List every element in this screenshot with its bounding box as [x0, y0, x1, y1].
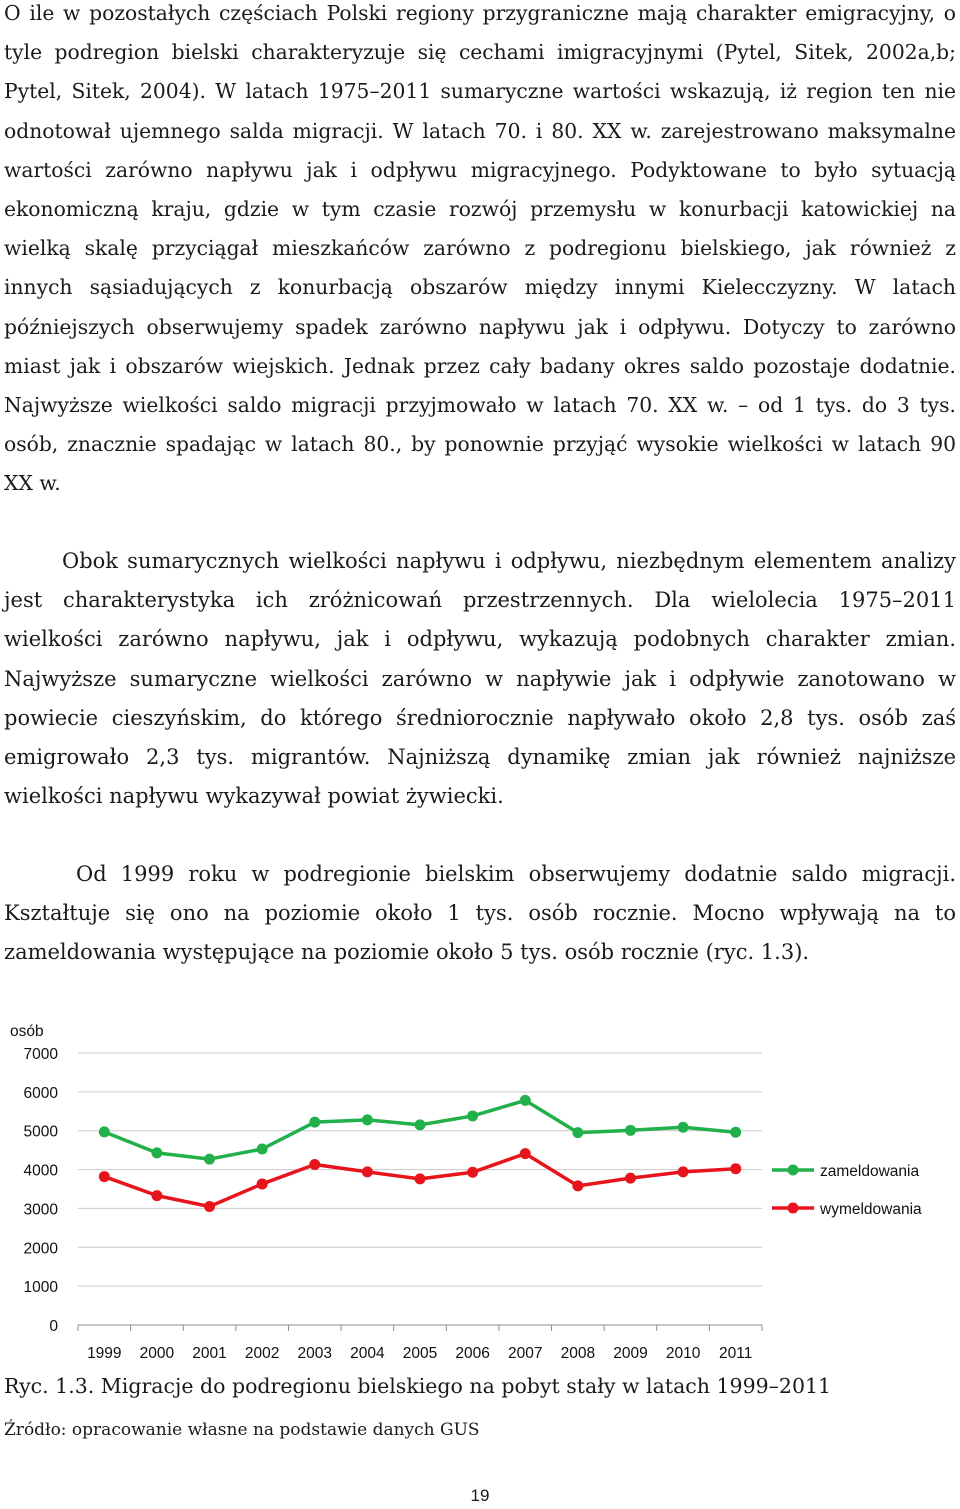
data-point-zameldowania — [467, 1110, 478, 1121]
data-point-zameldowania — [151, 1147, 162, 1158]
x-tick-label: 2006 — [455, 1345, 490, 1362]
data-point-zameldowania — [257, 1143, 268, 1154]
page-number: 19 — [470, 1486, 490, 1505]
data-point-wymeldowania — [204, 1201, 215, 1212]
data-point-wymeldowania — [467, 1167, 478, 1178]
chart-axis — [78, 1325, 762, 1331]
legend-marker-wymeldowania — [788, 1203, 799, 1214]
data-point-wymeldowania — [257, 1178, 268, 1189]
x-tick-label: 2009 — [613, 1345, 648, 1362]
chart-x-tick-labels — [87, 1345, 752, 1362]
x-tick-label: 2005 — [402, 1345, 438, 1362]
x-tick-label: 2008 — [560, 1345, 596, 1362]
paragraph-3 — [4, 855, 956, 973]
chart-gridlines — [78, 1053, 762, 1286]
x-tick-label: 2004 — [350, 1345, 385, 1362]
migration-line-chart — [0, 1010, 960, 1370]
x-tick-label: 2001 — [192, 1345, 227, 1362]
data-point-zameldowania — [204, 1154, 215, 1165]
chart-y-axis-label: osób — [10, 1023, 44, 1040]
data-point-wymeldowania — [309, 1159, 320, 1170]
data-point-zameldowania — [678, 1122, 689, 1133]
chart-legend — [772, 1163, 922, 1218]
y-tick-label: 0 — [49, 1318, 58, 1335]
data-point-wymeldowania — [730, 1163, 741, 1174]
data-point-zameldowania — [362, 1114, 373, 1125]
x-tick-label: 2000 — [139, 1345, 175, 1362]
data-point-zameldowania — [415, 1119, 426, 1130]
chart-series — [99, 1095, 741, 1212]
data-point-wymeldowania — [625, 1173, 636, 1184]
figure-caption: Ryc. 1.3. Migracje do podregionu bielskiego na pobyt stały w latach 1999–2011 — [4, 1374, 832, 1398]
data-point-wymeldowania — [678, 1166, 689, 1177]
data-point-zameldowania — [99, 1126, 110, 1137]
data-point-wymeldowania — [415, 1173, 426, 1184]
data-point-wymeldowania — [99, 1171, 110, 1182]
data-point-zameldowania — [730, 1127, 741, 1138]
data-point-zameldowania — [309, 1117, 320, 1128]
y-tick-label: 3000 — [23, 1201, 58, 1219]
legend-marker-zameldowania — [788, 1165, 799, 1176]
paragraph-3-text: Od 1999 roku w podregionie bielskim obserwujemy dodatnie saldo migracji. Kształtuje się ono na poziomie około 1 tys. osób rocznie. Mocno wpływają na to zameldowania występujące na poziomie około 5 tys. osób rocznie (ryc. 1.3). — [4, 862, 956, 965]
data-point-zameldowania — [625, 1125, 636, 1136]
x-tick-label: 2010 — [665, 1345, 701, 1362]
paragraph-1: O ile w pozostałych częściach Polski regiony przygraniczne mają charakter emigracyjny, o tyle podregion bielski charakteryzuje się cechami imigracyjnymi (Pytel, Sitek, 2002a,b; Pytel, Sitek, 2004). W latach 1975–2011 sumaryczne wartości wskazują, iż region ten nie odnotował ujemnego salda migracji. W latach 70. i 80. XX w. zarejestrowano maksymalne wartości zarówno napływu jak i odpływu migracyjnego. Podyktowane to było sytuacją ekonomiczną kraju, gdzie w tym czasie rozwój przemysłu w konurbacji katowickiej na wielką skalę przyciągał mieszkańców zarówno z podregionu bielskiego, jak również z innych sąsiadujących z konurbacją obszarów między innymi Kielecczyzny. W latach późniejszych obserwujemy spadek zarówno napływu jak i odpływu. Dotyczy to zarówno miast jak i obszarów wiejskich. Jednak przez cały badany okres saldo pozostaje dodatnie. Najwyższe wielkości saldo migracji przyjmowało w latach 70. XX w. – od 1 tys. do 3 tys. osób, znacznie spadając w latach 80., by ponownie przyjąć wysokie wielkości w latach 90 XX w. — [4, 1, 956, 496]
figure-source: Źródło: opracowanie własne na podstawie danych GUS — [4, 1420, 480, 1440]
data-point-wymeldowania — [520, 1148, 531, 1159]
y-tick-label: 2000 — [23, 1240, 58, 1258]
x-tick-label: 2011 — [719, 1345, 753, 1362]
x-tick-label: 2002 — [244, 1345, 280, 1362]
y-tick-label: 1000 — [23, 1279, 58, 1297]
y-tick-label: 7000 — [23, 1046, 58, 1063]
data-point-wymeldowania — [362, 1166, 373, 1177]
legend-label: wymeldowania — [820, 1201, 922, 1218]
data-point-wymeldowania — [572, 1180, 583, 1191]
paragraph-2-text: Obok sumarycznych wielkości napływu i odpływu, niezbędnym elementem analizy jest charakterystyka ich zróżnicowań przestrzennych. Dla wielolecia 1975–2011 wielkości zarówno napływu, jak i odpływu, wykazują podobnych charakter zmian. Najwyższe sumaryczne wielkości zarówno w napływie jak i odpływie zanotowano w powiecie cieszyńskim, do którego średniorocznie napływało około 2,8 tys. osób zaś emigrowało 2,3 tys. migrantów. Najniższą dynamikę zmian jak również najniższe wielkości napływu wykazywał powiat żywiecki. — [4, 549, 956, 809]
data-point-zameldowania — [520, 1095, 531, 1106]
y-tick-label: 6000 — [23, 1084, 58, 1102]
x-tick-label: 1999 — [87, 1345, 122, 1362]
paragraph-2 — [4, 542, 956, 816]
y-tick-label: 4000 — [23, 1162, 58, 1180]
legend-label: zameldowania — [820, 1163, 920, 1180]
x-tick-label: 2007 — [507, 1345, 543, 1362]
chart-y-tick-labels — [24, 1046, 59, 1335]
data-point-wymeldowania — [151, 1190, 162, 1201]
y-tick-label: 5000 — [23, 1123, 58, 1141]
data-point-zameldowania — [572, 1127, 583, 1138]
x-tick-label: 2003 — [297, 1345, 333, 1362]
